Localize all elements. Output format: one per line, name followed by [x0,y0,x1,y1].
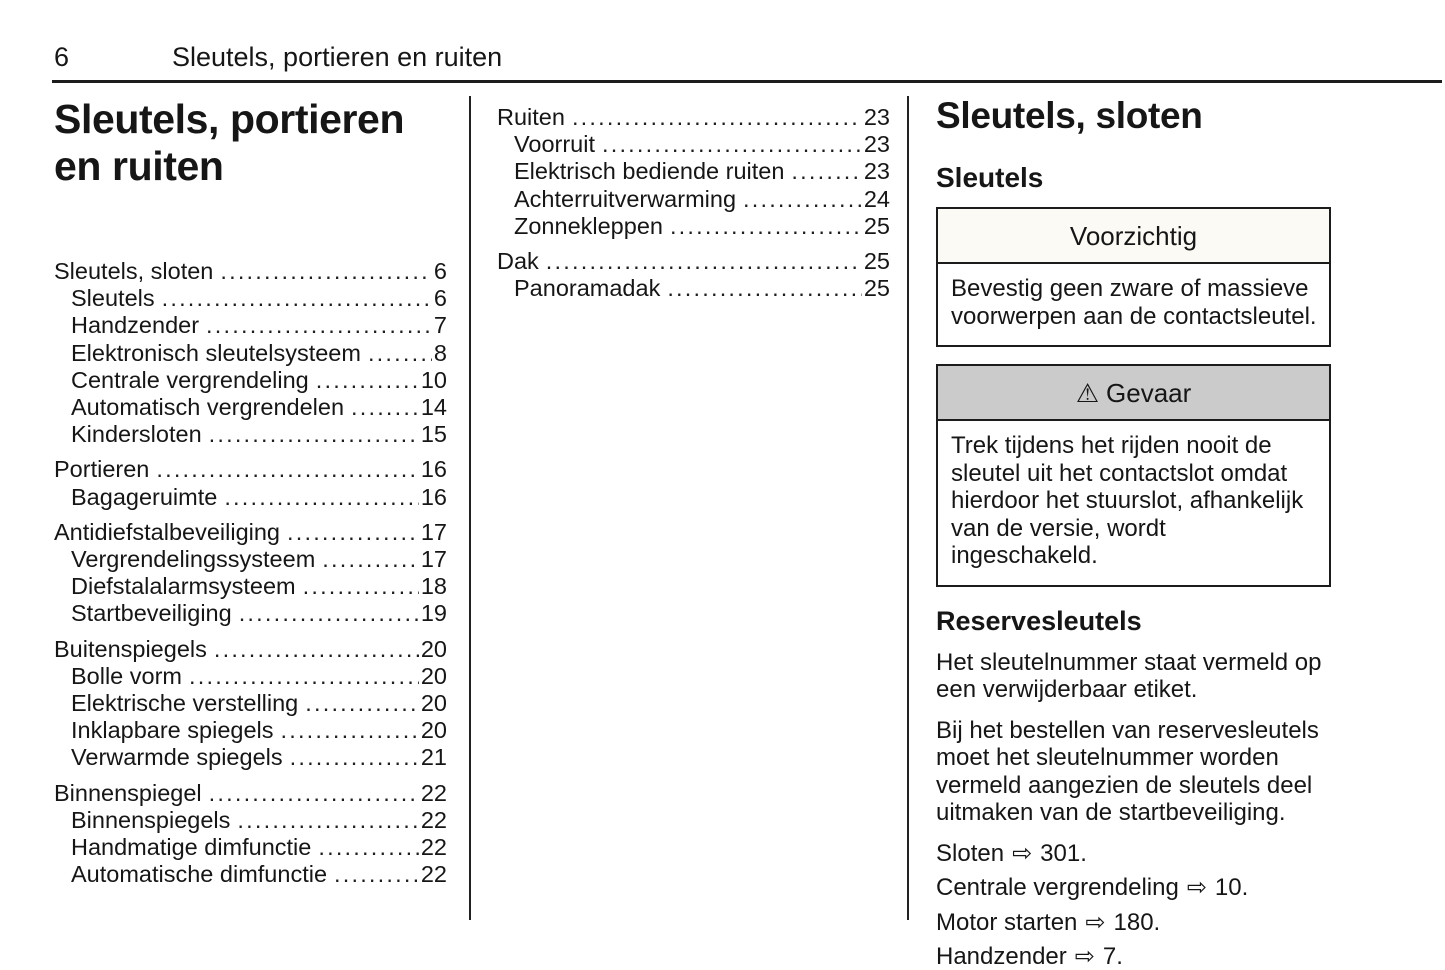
toc-page-number: 23 [864,158,890,185]
reference-label: Centrale vergrendeling [936,874,1179,901]
toc-page-number: 23 [864,131,890,158]
toc-entry [54,421,447,448]
toc-leader-dots [791,158,861,185]
reference-label: Sloten [936,840,1004,867]
toc-leader-dots [239,600,419,627]
reference-arrow-icon: ⇨ [1085,909,1105,936]
toc-page-number: 22 [421,807,447,834]
toc-entry-label: Panoramadak [514,275,660,302]
toc-leader-dots [220,258,432,285]
toc-page-number: 6 [434,285,447,312]
reference-page-number: 7. [1103,943,1123,970]
toc-leader-dots [572,104,862,131]
reference-arrow-icon: ⇨ [1075,943,1095,970]
toc-entry [54,519,447,546]
toc-page-number: 22 [421,780,447,807]
toc-entry-label: Kindersloten [71,421,202,448]
reference-page-number: 10. [1215,874,1248,901]
left-column [54,96,447,888]
reference-line [936,874,1331,901]
toc-entry [54,807,447,834]
toc-page-number: 10 [421,367,447,394]
toc-page-number: 20 [421,690,447,717]
caution-box [936,207,1331,347]
toc-entry [54,394,447,421]
toc-entry [54,861,447,888]
toc-entry-label: Verwarmde spiegels [71,744,283,771]
toc-entry [497,248,890,275]
toc-leader-dots [305,690,419,717]
toc-entry-label: Vergrendelingssysteem [71,546,315,573]
right-column [936,96,1331,970]
caution-box-body: Bevestig geen zware of massieve voorwerpen aan de contactsleutel. [938,264,1329,345]
toc-leader-dots [546,248,862,275]
toc-entry-label: Centrale vergrendeling [71,367,309,394]
chapter-title: Sleutels, portieren en ruiten [54,96,434,190]
toc-entry [54,600,447,627]
toc-leader-dots [322,546,419,573]
reference-label: Motor starten [936,909,1077,936]
toc-page-number: 17 [421,546,447,573]
toc-page-number: 20 [421,717,447,744]
toc-leader-dots [743,186,862,213]
reference-arrow-icon: ⇨ [1012,840,1032,867]
toc-list [54,258,447,888]
toc-page-number: 24 [864,186,890,213]
toc-leader-dots [206,312,432,339]
page-number: 6 [54,42,69,73]
toc-entry [497,158,890,185]
toc-page-number: 20 [421,636,447,663]
toc-page-number: 6 [434,258,447,285]
toc-page-number: 21 [421,744,447,771]
toc-page-number: 25 [864,275,890,302]
toc-leader-dots [287,519,419,546]
toc-entry [54,456,447,483]
toc-entry [497,213,890,240]
toc-leader-dots [290,744,419,771]
section-title: Sleutels, sloten [936,96,1331,136]
reference-page-number: 180. [1114,909,1161,936]
reference-arrow-icon: ⇨ [1187,874,1207,901]
toc-page-number: 8 [434,340,447,367]
header-rule [52,80,1442,83]
toc-entry-label: Startbeveiliging [71,600,232,627]
toc-page-number: 19 [421,600,447,627]
column-divider [469,96,471,920]
toc-leader-dots [667,275,862,302]
toc-page-number: 15 [421,421,447,448]
toc-leader-dots [351,394,419,421]
toc-entry-label: Elektrisch bediende ruiten [514,158,784,185]
danger-box-title: Gevaar [1106,378,1191,408]
column-divider [907,96,909,920]
reference-label: Handzender [936,943,1067,970]
toc-entry-label: Bolle vorm [71,663,182,690]
toc-leader-dots [334,861,419,888]
reference-page-number: 301. [1040,840,1087,867]
toc-entry [54,636,447,663]
toc-page-number: 23 [864,104,890,131]
toc-page-number: 16 [421,484,447,511]
toc-entry-label: Automatisch vergrendelen [71,394,344,421]
toc-entry-label: Sleutels [71,285,155,312]
toc-leader-dots [224,484,419,511]
toc-leader-dots [318,834,419,861]
toc-entry-label: Achterruitverwarming [514,186,736,213]
toc-page-number: 18 [421,573,447,600]
danger-box [936,364,1331,587]
toc-entry [54,690,447,717]
reserve-keys-title: Reservesleutels [936,606,1331,636]
toc-entry-label: Elektronisch sleutelsysteem [71,340,361,367]
reserve-paragraph: Het sleutelnummer staat vermeld op een verwijderbaar etiket. [936,649,1331,704]
toc-entry-label: Binnenspiegel [54,780,202,807]
toc-entry-label: Dak [497,248,539,275]
toc-page-number: 7 [434,312,447,339]
toc-entry-label: Portieren [54,456,149,483]
toc-entry-label: Bagageruimte [71,484,217,511]
toc-entry [54,312,447,339]
toc-entry-label: Ruiten [497,104,565,131]
reference-line [936,840,1331,867]
toc-entry-label: Elektrische verstelling [71,690,298,717]
middle-column [497,96,890,302]
toc-entry-label: Antidiefstalbeveiliging [54,519,280,546]
toc-leader-dots [281,717,419,744]
toc-page-number: 14 [421,394,447,421]
subsection-title: Sleutels [936,162,1331,193]
toc-entry-label: Diefstalalarmsysteem [71,573,296,600]
toc-leader-dots [303,573,419,600]
toc-leader-dots [670,213,862,240]
toc-entry-label: Voorruit [514,131,595,158]
toc-page-number: 22 [421,861,447,888]
toc-leader-dots [237,807,418,834]
toc-entry-label: Inklapbare spiegels [71,717,274,744]
toc-leader-dots [209,421,419,448]
caution-box-title: Voorzichtig [938,209,1329,264]
toc-entry-label: Zonnekleppen [514,213,663,240]
toc-entry [497,186,890,213]
toc-entry [54,340,447,367]
toc-entry [54,484,447,511]
toc-entry-label: Handmatige dimfunctie [71,834,311,861]
toc-entry [497,275,890,302]
reserve-paragraph: Bij het bestellen van reservesleutels moet het sleutelnummer worden vermeld aangezien de sleutels deel uitmaken van de startbeveiliging. [936,717,1331,827]
toc-entry [54,258,447,285]
toc-entry [54,663,447,690]
reference-line [936,909,1331,936]
toc-entry [54,744,447,771]
toc-entry-label: Handzender [71,312,199,339]
toc-entry-label: Buitenspiegels [54,636,207,663]
toc-list [497,104,890,302]
chapter-header-title: Sleutels, portieren en ruiten [172,42,502,73]
toc-entry [54,546,447,573]
toc-entry-label: Binnenspiegels [71,807,230,834]
warning-triangle-icon: ⚠ [1076,378,1099,408]
toc-leader-dots [209,780,419,807]
toc-page-number: 16 [421,456,447,483]
toc-entry [497,104,890,131]
toc-page-number: 17 [421,519,447,546]
toc-leader-dots [214,636,419,663]
toc-leader-dots [189,663,419,690]
toc-page-number: 25 [864,213,890,240]
toc-entry [54,834,447,861]
toc-page-number: 20 [421,663,447,690]
toc-entry [54,285,447,312]
toc-entry [497,131,890,158]
danger-box-body: Trek tijdens het rijden nooit de sleutel uit het contactslot omdat hierdoor het stuurslot, afhankelijk van de versie, wordt ingeschakeld. [938,421,1329,585]
toc-leader-dots [316,367,419,394]
toc-entry [54,573,447,600]
toc-leader-dots [368,340,432,367]
toc-entry [54,367,447,394]
toc-entry [54,717,447,744]
toc-entry-label: Automatische dimfunctie [71,861,327,888]
toc-leader-dots [602,131,862,158]
toc-entry-label: Sleutels, sloten [54,258,213,285]
reference-list [936,840,1331,970]
toc-page-number: 22 [421,834,447,861]
toc-page-number: 25 [864,248,890,275]
toc-leader-dots [156,456,419,483]
toc-leader-dots [162,285,432,312]
toc-entry [54,780,447,807]
danger-box-header [938,366,1329,421]
